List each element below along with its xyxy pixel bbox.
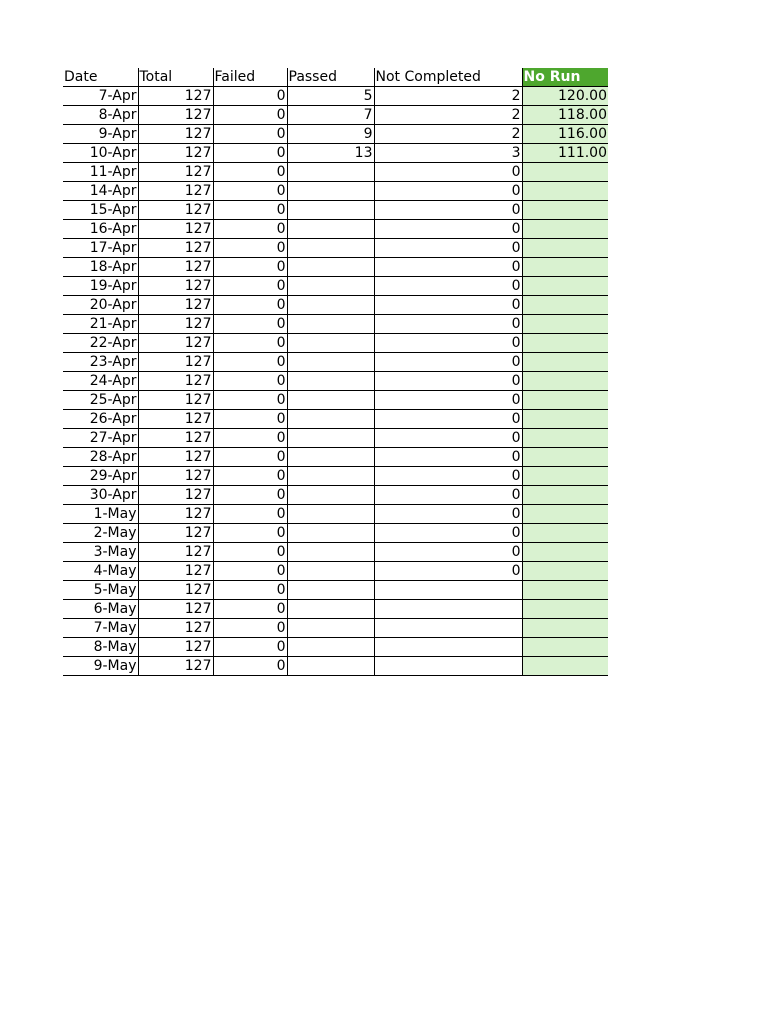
not-completed-cell[interactable]: 0 [374,220,522,239]
failed-cell[interactable]: 0 [213,505,287,524]
failed-cell[interactable]: 0 [213,657,287,676]
failed-cell[interactable]: 0 [213,429,287,448]
table-row [63,543,608,562]
date-cell[interactable]: 1-May [63,505,138,524]
total-cell[interactable]: 127 [138,163,213,182]
not-completed-cell[interactable]: 2 [374,125,522,144]
date-cell[interactable]: 23-Apr [63,353,138,372]
passed-cell[interactable] [287,543,374,562]
no-run-cell[interactable] [522,619,608,638]
table-row [63,486,608,505]
no-run-cell[interactable]: 120.00 [522,87,608,106]
failed-cell[interactable]: 0 [213,467,287,486]
not-completed-cell[interactable]: 0 [374,391,522,410]
no-run-cell[interactable] [522,638,608,657]
failed-cell[interactable]: 0 [213,125,287,144]
no-run-cell[interactable] [522,334,608,353]
passed-cell[interactable] [287,220,374,239]
failed-cell[interactable]: 0 [213,182,287,201]
header-failed[interactable]: Failed [213,68,287,87]
table-row [63,638,608,657]
no-run-cell[interactable] [522,220,608,239]
date-cell[interactable]: 24-Apr [63,372,138,391]
failed-cell[interactable]: 0 [213,638,287,657]
total-cell[interactable]: 127 [138,581,213,600]
date-cell[interactable]: 10-Apr [63,144,138,163]
header-not-completed[interactable]: Not Completed [374,68,522,87]
not-completed-cell[interactable]: 0 [374,467,522,486]
passed-cell[interactable] [287,657,374,676]
table-row [63,258,608,277]
failed-cell[interactable]: 0 [213,486,287,505]
header-date[interactable]: Date [63,68,138,87]
table-row [63,524,608,543]
passed-cell[interactable] [287,467,374,486]
total-cell[interactable]: 127 [138,657,213,676]
no-run-cell[interactable] [522,524,608,543]
passed-cell[interactable] [287,163,374,182]
failed-cell[interactable]: 0 [213,600,287,619]
no-run-cell[interactable] [522,581,608,600]
date-cell[interactable]: 28-Apr [63,448,138,467]
no-run-cell[interactable] [522,163,608,182]
table-row [63,296,608,315]
total-cell[interactable]: 127 [138,543,213,562]
passed-cell[interactable] [287,182,374,201]
total-cell[interactable]: 127 [138,524,213,543]
total-cell[interactable]: 127 [138,619,213,638]
total-cell[interactable]: 127 [138,562,213,581]
no-run-cell[interactable] [522,182,608,201]
not-completed-cell[interactable]: 0 [374,201,522,220]
header-no-run[interactable]: No Run [522,68,608,87]
not-completed-cell[interactable]: 0 [374,163,522,182]
date-cell[interactable]: 22-Apr [63,334,138,353]
failed-cell[interactable]: 0 [213,581,287,600]
not-completed-cell[interactable] [374,657,522,676]
failed-cell[interactable]: 0 [213,239,287,258]
passed-cell[interactable] [287,505,374,524]
passed-cell[interactable]: 9 [287,125,374,144]
passed-cell[interactable] [287,391,374,410]
table-row [63,239,608,258]
no-run-cell[interactable] [522,315,608,334]
header-passed[interactable]: Passed [287,68,374,87]
passed-cell[interactable] [287,429,374,448]
table-row [63,334,608,353]
table-row [63,429,608,448]
no-run-cell[interactable] [522,429,608,448]
passed-cell[interactable] [287,524,374,543]
not-completed-cell[interactable] [374,619,522,638]
date-cell[interactable]: 26-Apr [63,410,138,429]
not-completed-cell[interactable]: 0 [374,277,522,296]
not-completed-cell[interactable]: 0 [374,239,522,258]
passed-cell[interactable] [287,258,374,277]
table-row [63,505,608,524]
not-completed-cell[interactable]: 2 [374,87,522,106]
not-completed-cell[interactable]: 0 [374,562,522,581]
passed-cell[interactable] [287,600,374,619]
table-row [63,315,608,334]
not-completed-cell[interactable]: 0 [374,505,522,524]
test-status-table [63,68,608,676]
no-run-cell[interactable] [522,296,608,315]
date-cell[interactable]: 6-May [63,600,138,619]
no-run-cell[interactable] [522,201,608,220]
no-run-cell[interactable] [522,505,608,524]
total-cell[interactable]: 127 [138,315,213,334]
passed-cell[interactable] [287,619,374,638]
total-cell[interactable]: 127 [138,410,213,429]
table-row [63,619,608,638]
table-row [63,106,608,125]
no-run-cell[interactable] [522,467,608,486]
total-cell[interactable]: 127 [138,239,213,258]
total-cell[interactable]: 127 [138,334,213,353]
no-run-cell[interactable] [522,353,608,372]
table-row [63,600,608,619]
failed-cell[interactable]: 0 [213,258,287,277]
total-cell[interactable]: 127 [138,448,213,467]
table-row [63,87,608,106]
passed-cell[interactable] [287,239,374,258]
passed-cell[interactable] [287,334,374,353]
not-completed-cell[interactable]: 0 [374,334,522,353]
no-run-cell[interactable] [522,239,608,258]
failed-cell[interactable]: 0 [213,562,287,581]
date-cell[interactable]: 17-Apr [63,239,138,258]
total-cell[interactable]: 127 [138,505,213,524]
passed-cell[interactable] [287,581,374,600]
no-run-cell[interactable]: 111.00 [522,144,608,163]
no-run-cell[interactable] [522,258,608,277]
date-cell[interactable]: 9-May [63,657,138,676]
table-row [63,163,608,182]
no-run-cell[interactable]: 116.00 [522,125,608,144]
total-cell[interactable]: 127 [138,106,213,125]
table-row [63,201,608,220]
passed-cell[interactable] [287,315,374,334]
not-completed-cell[interactable]: 0 [374,410,522,429]
total-cell[interactable]: 127 [138,391,213,410]
passed-cell[interactable] [287,410,374,429]
table-row [63,220,608,239]
passed-cell[interactable]: 7 [287,106,374,125]
no-run-cell[interactable] [522,600,608,619]
failed-cell[interactable]: 0 [213,106,287,125]
table-row [63,144,608,163]
not-completed-cell[interactable]: 0 [374,486,522,505]
total-cell[interactable]: 127 [138,296,213,315]
passed-cell[interactable] [287,562,374,581]
no-run-cell[interactable] [522,543,608,562]
not-completed-cell[interactable]: 2 [374,106,522,125]
passed-cell[interactable] [287,486,374,505]
date-cell[interactable]: 18-Apr [63,258,138,277]
table-row [63,372,608,391]
failed-cell[interactable]: 0 [213,619,287,638]
date-cell[interactable]: 14-Apr [63,182,138,201]
not-completed-cell[interactable]: 0 [374,182,522,201]
table-row [63,562,608,581]
header-row [63,68,608,87]
table-row [63,467,608,486]
passed-cell[interactable] [287,353,374,372]
failed-cell[interactable]: 0 [213,334,287,353]
not-completed-cell[interactable]: 0 [374,315,522,334]
date-cell[interactable]: 7-Apr [63,87,138,106]
date-cell[interactable]: 15-Apr [63,201,138,220]
date-cell[interactable]: 20-Apr [63,296,138,315]
not-completed-cell[interactable]: 0 [374,448,522,467]
failed-cell[interactable]: 0 [213,391,287,410]
not-completed-cell[interactable]: 0 [374,524,522,543]
date-cell[interactable]: 21-Apr [63,315,138,334]
date-cell[interactable]: 30-Apr [63,486,138,505]
table-row [63,125,608,144]
failed-cell[interactable]: 0 [213,543,287,562]
date-cell[interactable]: 9-Apr [63,125,138,144]
failed-cell[interactable]: 0 [213,524,287,543]
failed-cell[interactable]: 0 [213,87,287,106]
passed-cell[interactable] [287,372,374,391]
table-body [63,87,608,676]
total-cell[interactable]: 127 [138,600,213,619]
date-cell[interactable]: 25-Apr [63,391,138,410]
date-cell[interactable]: 27-Apr [63,429,138,448]
no-run-cell[interactable] [522,372,608,391]
not-completed-cell[interactable]: 0 [374,429,522,448]
date-cell[interactable]: 4-May [63,562,138,581]
no-run-cell[interactable] [522,448,608,467]
total-cell[interactable]: 127 [138,638,213,657]
table-row [63,410,608,429]
date-cell[interactable]: 5-May [63,581,138,600]
passed-cell[interactable]: 13 [287,144,374,163]
table-row [63,182,608,201]
total-cell[interactable]: 127 [138,125,213,144]
total-cell[interactable]: 127 [138,353,213,372]
date-cell[interactable]: 2-May [63,524,138,543]
total-cell[interactable]: 127 [138,277,213,296]
failed-cell[interactable]: 0 [213,353,287,372]
not-completed-cell[interactable]: 0 [374,296,522,315]
no-run-cell[interactable] [522,657,608,676]
no-run-cell[interactable] [522,391,608,410]
failed-cell[interactable]: 0 [213,410,287,429]
header-total[interactable]: Total [138,68,213,87]
failed-cell[interactable]: 0 [213,296,287,315]
total-cell[interactable]: 127 [138,201,213,220]
passed-cell[interactable] [287,448,374,467]
not-completed-cell[interactable]: 3 [374,144,522,163]
not-completed-cell[interactable] [374,600,522,619]
passed-cell[interactable]: 5 [287,87,374,106]
not-completed-cell[interactable]: 0 [374,543,522,562]
total-cell[interactable]: 127 [138,429,213,448]
failed-cell[interactable]: 0 [213,144,287,163]
date-cell[interactable]: 7-May [63,619,138,638]
failed-cell[interactable]: 0 [213,448,287,467]
total-cell[interactable]: 127 [138,220,213,239]
no-run-cell[interactable] [522,562,608,581]
date-cell[interactable]: 29-Apr [63,467,138,486]
table-row [63,581,608,600]
total-cell[interactable]: 127 [138,372,213,391]
not-completed-cell[interactable]: 0 [374,372,522,391]
date-cell[interactable]: 19-Apr [63,277,138,296]
date-cell[interactable]: 16-Apr [63,220,138,239]
total-cell[interactable]: 127 [138,467,213,486]
date-cell[interactable]: 8-Apr [63,106,138,125]
failed-cell[interactable]: 0 [213,277,287,296]
no-run-cell[interactable] [522,277,608,296]
table-row [63,657,608,676]
passed-cell[interactable] [287,201,374,220]
failed-cell[interactable]: 0 [213,315,287,334]
total-cell[interactable]: 127 [138,87,213,106]
table-row [63,391,608,410]
not-completed-cell[interactable]: 0 [374,258,522,277]
not-completed-cell[interactable] [374,638,522,657]
not-completed-cell[interactable] [374,581,522,600]
date-cell[interactable]: 3-May [63,543,138,562]
failed-cell[interactable]: 0 [213,201,287,220]
not-completed-cell[interactable]: 0 [374,353,522,372]
total-cell[interactable]: 127 [138,182,213,201]
passed-cell[interactable] [287,638,374,657]
no-run-cell[interactable]: 118.00 [522,106,608,125]
failed-cell[interactable]: 0 [213,163,287,182]
no-run-cell[interactable] [522,486,608,505]
date-cell[interactable]: 11-Apr [63,163,138,182]
failed-cell[interactable]: 0 [213,372,287,391]
total-cell[interactable]: 127 [138,144,213,163]
table-row [63,277,608,296]
no-run-cell[interactable] [522,410,608,429]
table-row [63,353,608,372]
failed-cell[interactable]: 0 [213,220,287,239]
passed-cell[interactable] [287,277,374,296]
date-cell[interactable]: 8-May [63,638,138,657]
passed-cell[interactable] [287,296,374,315]
table-row [63,448,608,467]
total-cell[interactable]: 127 [138,486,213,505]
total-cell[interactable]: 127 [138,258,213,277]
